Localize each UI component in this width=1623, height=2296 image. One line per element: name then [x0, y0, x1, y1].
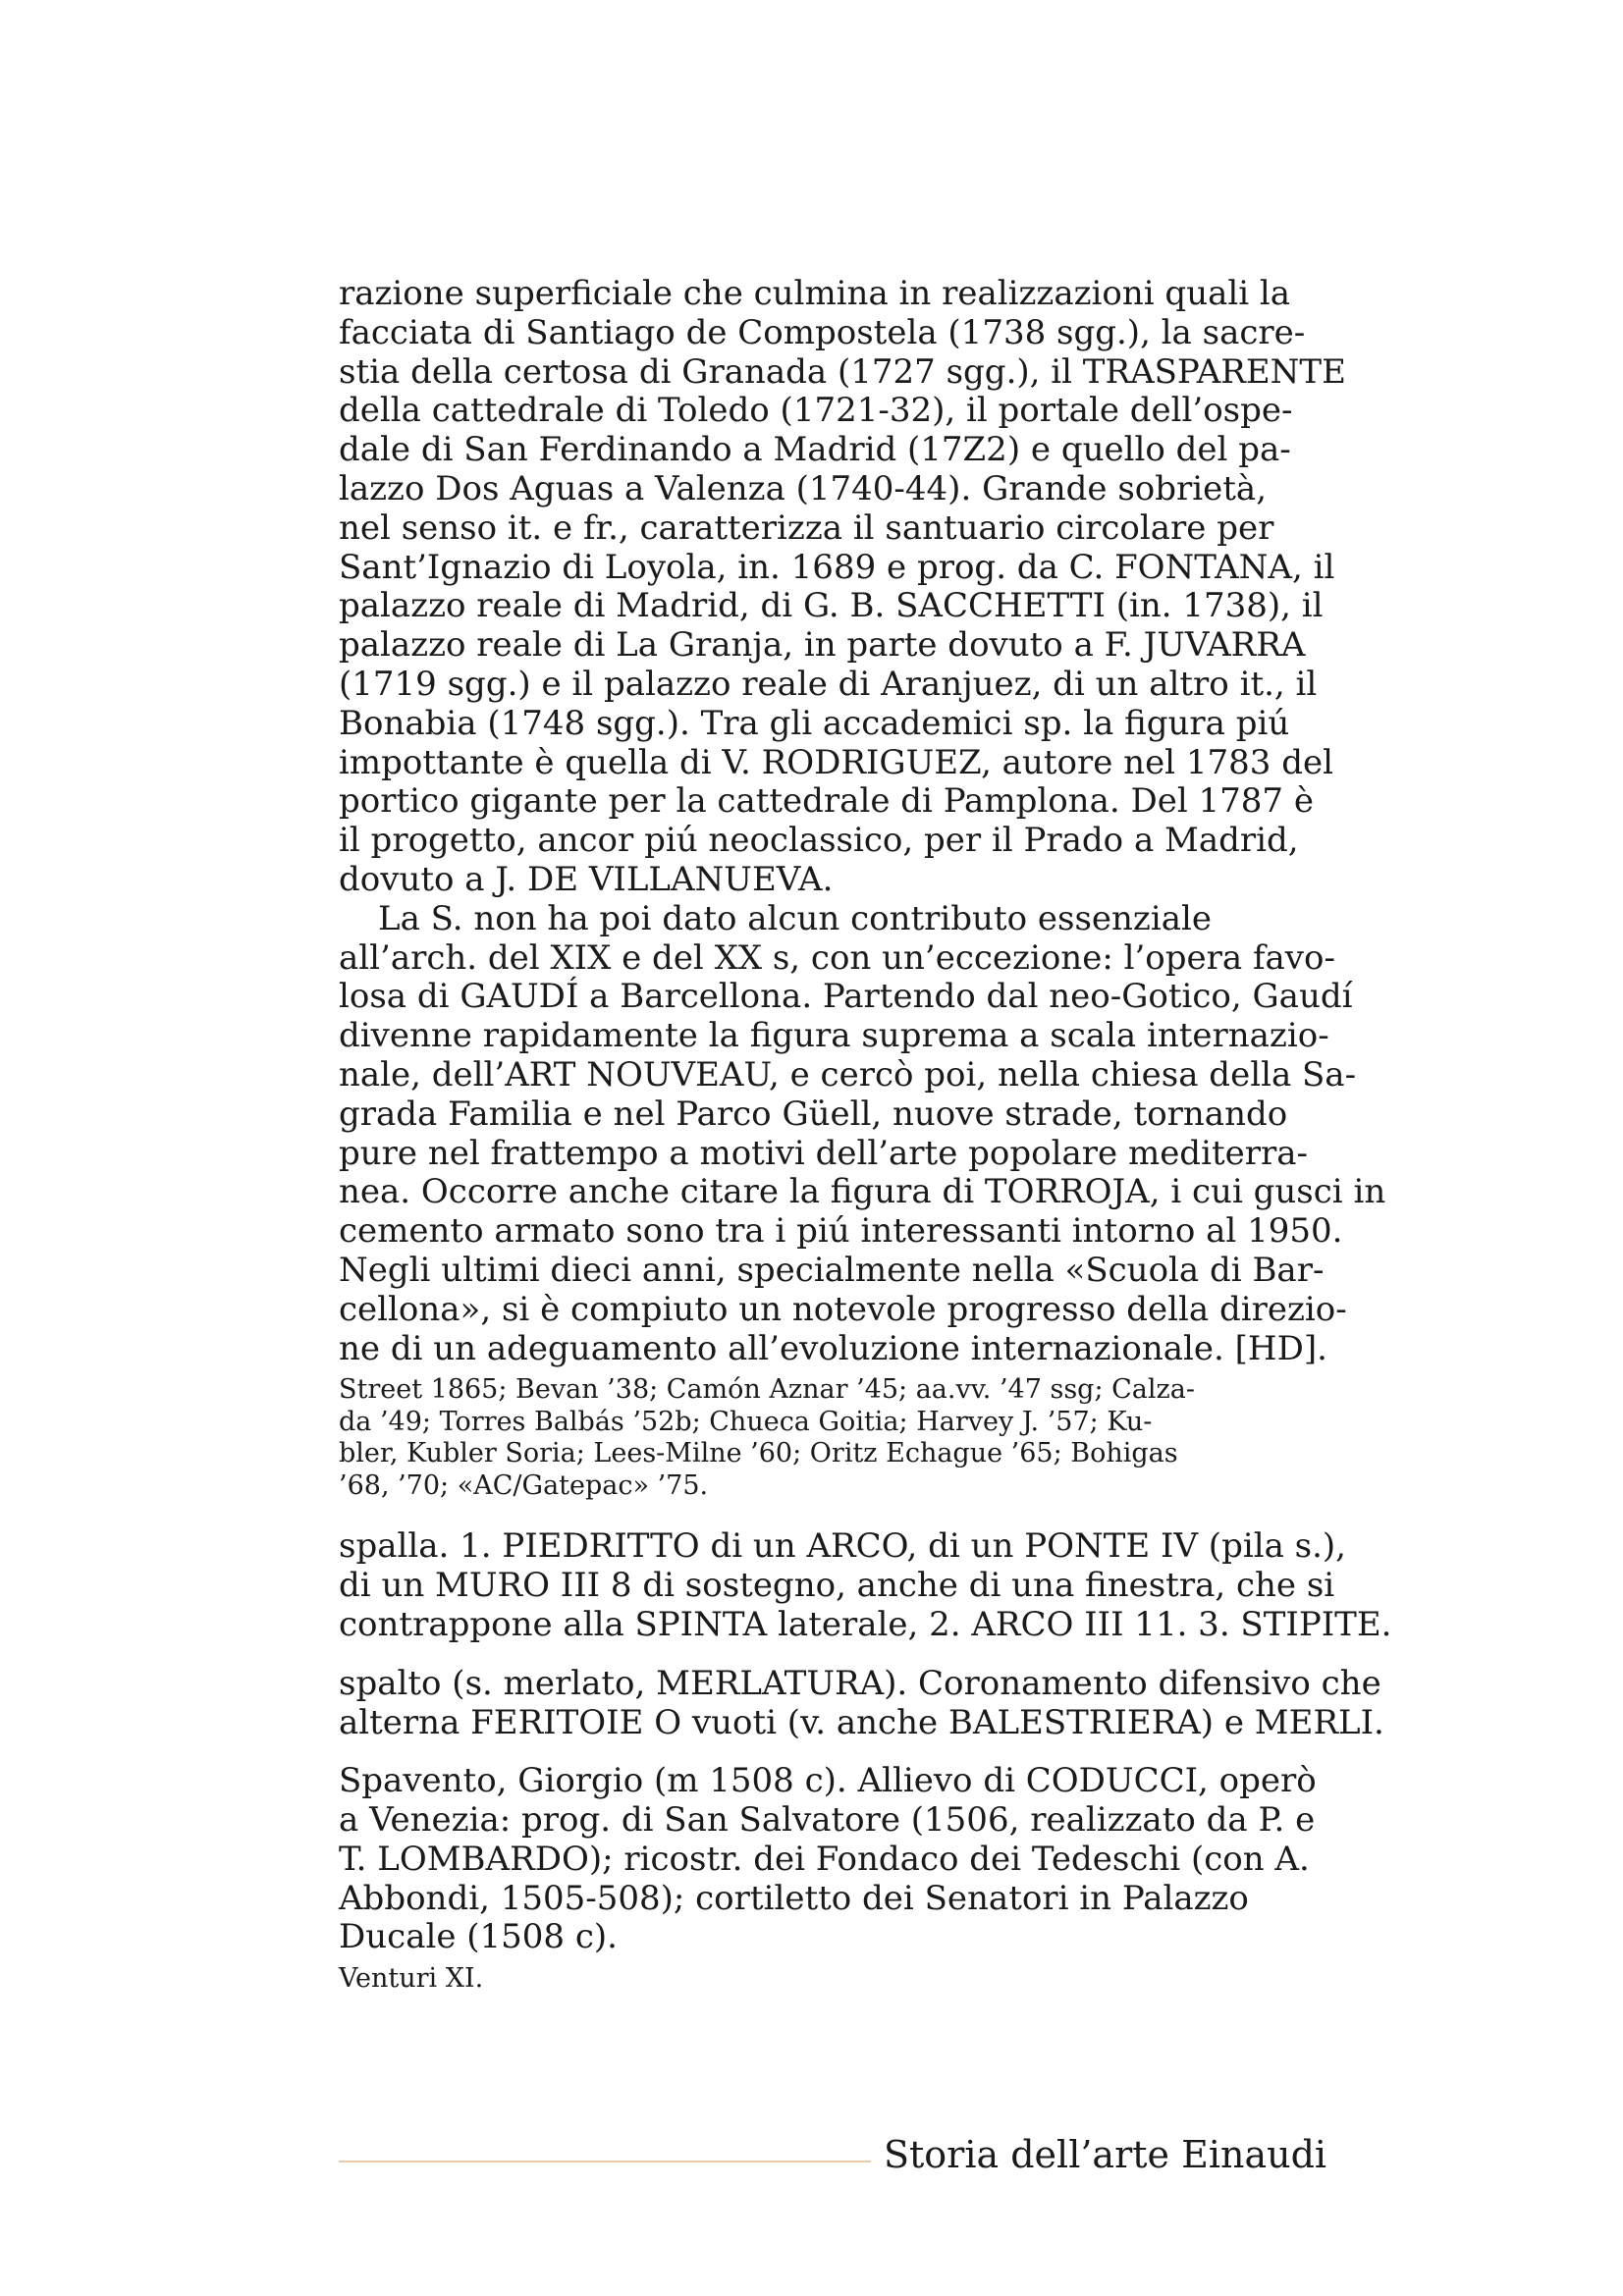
text-line: Sant’Ignazio di Loyola, in. 1689 e prog. da C. FONTANA, il	[339, 547, 1335, 587]
text-line: Bonabia (1748 sgg.). Tra gli accademici sp. la figura piú	[339, 703, 1290, 743]
text-line: grada Familia e nel Parco Güell, nuove strade, tornando	[339, 1094, 1288, 1134]
text-line: di un MURO III 8 di sostegno, anche di una finestra, che si	[339, 1566, 1335, 1606]
text-line: spalto (s. merlato, MERLATURA). Coronamento difensivo che	[339, 1663, 1381, 1703]
bibliography-line: ’68, ’70; «AC/Gatepac» ’75.	[339, 1469, 709, 1501]
text-line: La S. non ha poi dato alcun contributo essenziale	[378, 898, 1212, 938]
text-line: portico gigante per la cattedrale di Pamplona. Del 1787 è	[339, 781, 1314, 822]
text-line: stia della certosa di Granada (1727 sgg.), il TRASPARENTE	[339, 351, 1346, 392]
bibliography-line: Venturi XI.	[339, 1963, 484, 1995]
text-line: razione superficiale che culmina in realizzazioni quali la	[339, 274, 1291, 313]
text-line: pure nel frattempo a motivi dell’arte popolare mediterra-	[339, 1133, 1308, 1173]
text-line: divenne rapidamente la figura suprema a scala internazio-	[339, 1016, 1329, 1056]
bibliography-spavento	[339, 1963, 1301, 1996]
text-line: cemento armato sono tra i piú interessanti intorno al 1950.	[339, 1211, 1343, 1252]
text-line: ne di un adeguamento all’evoluzione internazionale. [HD].	[339, 1328, 1327, 1368]
paragraph-baroque	[339, 274, 1346, 900]
entry-spavento	[339, 1761, 1317, 1957]
text-line: Abbondi, 1505-508); cortiletto dei Senatori in Palazzo	[339, 1878, 1249, 1918]
text-line: dale di San Ferdinando a Madrid (17Z2) e quello del pa-	[339, 430, 1291, 470]
text-line: alterna FERITOIE O vuoti (v. anche BALESTRIERA) e MERLI.	[339, 1702, 1384, 1742]
text-line: dovuto a J. DE VILLANUEVA.	[339, 859, 834, 899]
text-line: nel senso it. e fr., caratterizza il santuario circolare per	[339, 507, 1274, 548]
text-line: Ducale (1508 c).	[339, 1917, 618, 1957]
text-line: all’arch. del XIX e del XX s, con un’eccezione: l’opera favo-	[339, 937, 1335, 978]
bibliography-spagna	[339, 1374, 1301, 1502]
text-line: (1719 sgg.) e il palazzo reale di Aranjuez, di un altro it., il	[339, 664, 1318, 704]
text-line: nale, dell’ART NOUVEAU, e cercò poi, nella chiesa della Sa-	[339, 1054, 1357, 1095]
text-line: della cattedrale di Toledo (1721-32), il portale dell’ospe-	[339, 391, 1293, 431]
text-line: lazzo Dos Aguas a Valenza (1740-44). Grande sobrietà,	[339, 468, 1268, 508]
entry-spalto	[339, 1663, 1384, 1743]
bibliography-line: da ’49; Torres Balbás ’52b; Chueca Goitia; Harvey J. ’57; Ku-	[339, 1406, 1153, 1437]
text-line: palazzo reale di Madrid, di G. B. SACCHETTI (in. 1738), il	[339, 586, 1324, 626]
bibliography-line: Street 1865; Bevan ’38; Camón Aznar ’45; aa.vv. ’47 ssg; Calza-	[339, 1374, 1195, 1406]
text-line: Negli ultimi dieci anni, specialmente nella «Scuola di Bar-	[339, 1250, 1325, 1290]
footer-publisher: Storia dell’arte Einaudi	[884, 2133, 1327, 2176]
text-column	[339, 274, 1392, 1996]
text-line: losa di GAUDÍ a Barcellona. Partendo dal neo-Gotico, Gaudí	[339, 977, 1353, 1017]
text-line: T. LOMBARDO); ricostr. dei Fondaco dei Tedeschi (con A.	[339, 1839, 1310, 1879]
text-line: palazzo reale di La Granja, in parte dovuto a F. JUVARRA	[339, 625, 1306, 666]
text-line: nea. Occorre anche citare la figura di TORROJA, i cui gusci in	[339, 1172, 1386, 1212]
bibliography-line: bler, Kubler Soria; Lees-Milne ’60; Oritz Echague ’65; Bohigas	[339, 1438, 1178, 1469]
text-line: impottante è quella di V. RODRIGUEZ, autore nel 1783 del	[339, 742, 1333, 782]
text-line: spalla. 1. PIEDRITTO di un ARCO, di un PONTE IV (pila s.),	[339, 1526, 1346, 1567]
text-line: facciata di Santiago de Compostela (1738 sgg.), la sacre-	[339, 312, 1306, 352]
entry-spalla	[339, 1526, 1392, 1644]
footer-rule	[339, 2161, 871, 2163]
text-line: Spavento, Giorgio (m 1508 c). Allievo di CODUCCI, operò	[339, 1761, 1317, 1801]
text-line: cellona», si è compiuto un notevole progresso della direzio-	[339, 1289, 1347, 1329]
text-line: a Venezia: prog. di San Salvatore (1506, realizzato da P. e	[339, 1800, 1316, 1841]
text-line: il progetto, ancor piú neoclassico, per il Prado a Madrid,	[339, 821, 1299, 861]
paragraph-modern	[339, 898, 1386, 1369]
text-line: contrappone alla SPINTA laterale, 2. ARCO III 11. 3. STIPITE.	[339, 1604, 1392, 1644]
